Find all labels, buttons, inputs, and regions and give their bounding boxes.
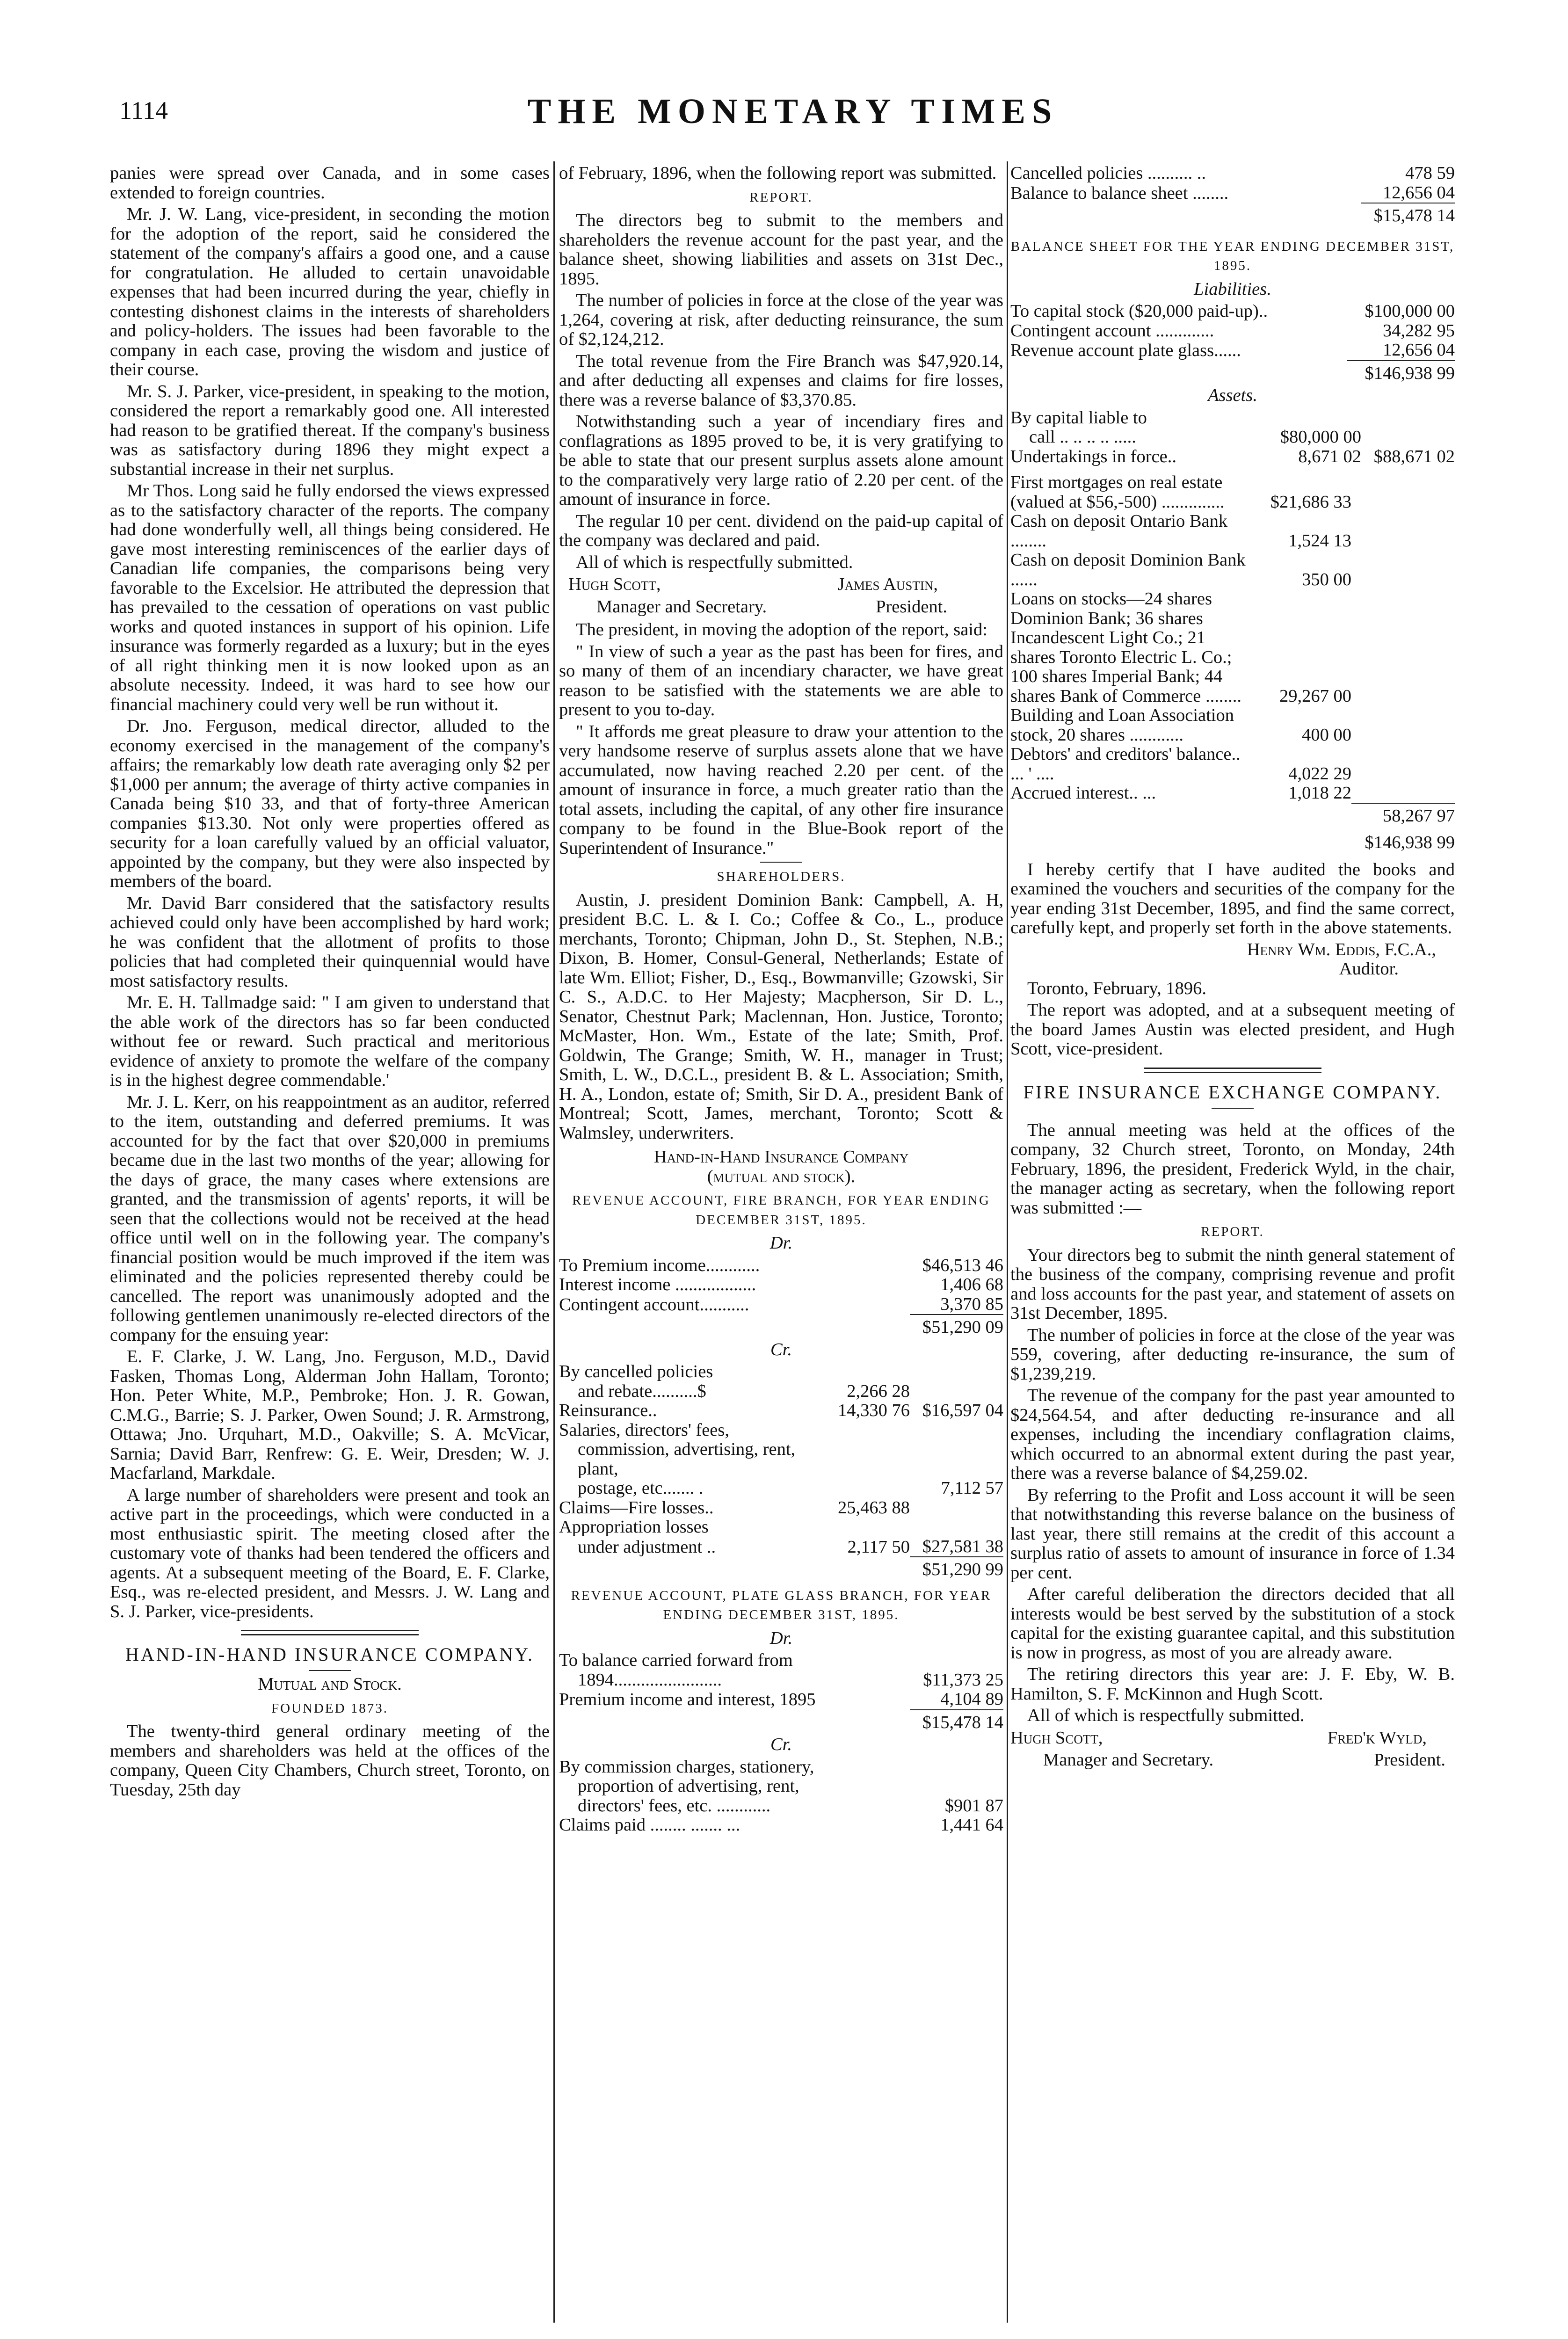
credit-label: Cr. xyxy=(770,1339,792,1359)
liabilities-table xyxy=(1010,302,1455,383)
paragraph: By referring to the Profit and Loss account it will be seen that notwithstanding this reverse balance on the business of last year, there still remains at the credit of this account a surplus ratio of assets to amount of insurance in force of 1.34 per cent. xyxy=(1010,1485,1455,1583)
ledger-label: Accrued interest.. ... xyxy=(1010,783,1156,803)
company-subheading: (mutual and stock). xyxy=(707,1166,856,1186)
paragraph: " It affords me great pleasure to draw your attention to the very handsome reserve of surplus assets alone that we have accumulated, now having reached 2.20 per cent. of the amount of insurance in force, a much greater ratio than the total assets, including the capital, of any other fire insurance company to be found in the Blue-Book report of the Superintendent of Insurance." xyxy=(559,721,1003,858)
ledger-label: Cash on deposit Dominion Bank ...... xyxy=(1010,550,1246,589)
ledger-amount: 3,370 85 xyxy=(940,1294,1003,1314)
short-rule xyxy=(309,1670,351,1671)
journal-title: THE MONETARY TIMES xyxy=(527,92,1059,131)
ledger-amount: 4,022 29 xyxy=(1288,763,1352,784)
ledger-subtotal: 7,112 57 xyxy=(941,1478,1003,1498)
page-header xyxy=(119,91,1466,143)
ledger-label: Balance to balance sheet ........ xyxy=(1010,183,1229,203)
ledger-row xyxy=(1010,302,1455,321)
ledger-total: 58,267 97 xyxy=(1351,803,1455,826)
paragraph: The president, in moving the adoption of the report, said: xyxy=(576,620,987,639)
ledger-label: call .. .. .. .. ..... xyxy=(1029,427,1136,447)
ledger-label: Cash on deposit Ontario Bank ........ xyxy=(1010,511,1228,551)
ledger-amount: $11,373 25 xyxy=(923,1670,1003,1690)
plate-debit-table xyxy=(559,1651,1003,1732)
ledger-amount xyxy=(821,1440,910,1479)
ledger-label: First mortgages on real estate (valued at $56,-500) .............. xyxy=(1010,472,1225,512)
ledger-label: To balance carried forward from xyxy=(559,1650,793,1670)
balance-sheet-heading: BALANCE SHEET FOR THE YEAR ENDING DECEMBER 31ST, 1895. xyxy=(1010,239,1455,273)
ledger-subtotal xyxy=(1361,408,1455,428)
ledger-row xyxy=(559,1671,1003,1690)
plate-credit-continued-table xyxy=(1010,164,1455,226)
ledger-label: directors' fees, etc. ............ xyxy=(578,1795,771,1816)
ledger-label: Salaries, directors' fees, xyxy=(559,1420,729,1440)
ledger-total-row xyxy=(559,1315,1003,1337)
ledger-label: Claims—Fire losses.. xyxy=(559,1497,714,1518)
ledger-row xyxy=(559,1479,1003,1498)
paragraph: The retiring directors this year are: J. F. Eby, W. B. Hamilton, S. F. McKinnon and Hugh Scott. xyxy=(1010,1664,1455,1704)
ledger-total-row xyxy=(1010,361,1455,384)
ledger-subtotal xyxy=(910,1421,1003,1440)
ledger-row xyxy=(559,1362,1003,1382)
ledger-row xyxy=(1010,183,1455,203)
ledger-total: $27,581 38 xyxy=(922,1536,1003,1556)
ledger-total-row xyxy=(1010,203,1455,226)
column-3 xyxy=(1010,164,1455,2325)
ledger-label: Undertakings in force.. xyxy=(1010,446,1176,466)
ledger-amount xyxy=(910,1777,1003,1796)
short-rule xyxy=(760,862,802,863)
ledger-row xyxy=(1010,164,1455,183)
credit-label: Cr. xyxy=(770,1735,792,1754)
ledger-label: Appropriation losses xyxy=(559,1517,709,1537)
fire-debit-table xyxy=(559,1256,1003,1337)
ledger-grand-total: $146,938 99 xyxy=(1365,833,1455,852)
paragraph: Notwithstanding such a year of incendiary fires and conflagrations as 1895 proved to be, it is very gratifying to be able to state that our present surplus assets alone amount to the comparatively very large ratio of 2.20 per cent. of the amount of insurance in force. xyxy=(559,412,1003,509)
auditor-certificate: I hereby certify that I have audited the books and examined the vouchers and securities of the company for the year ending 31st December, 1895, and find the same correct, carefully kept, and properly set forth in the above statements. xyxy=(1010,859,1455,937)
ledger-row xyxy=(1010,512,1455,551)
column-divider xyxy=(553,161,555,2323)
ledger-label: Reinsurance.. xyxy=(559,1401,657,1420)
ledger-amount xyxy=(821,1518,910,1537)
ledger-total-row xyxy=(1010,826,1455,853)
ledger-row xyxy=(1010,589,1455,706)
assets-heading: Assets. xyxy=(1208,385,1257,405)
ledger-label: By capital liable to xyxy=(1010,407,1147,428)
ledger-row xyxy=(1010,321,1455,341)
column-2 xyxy=(559,164,1003,2325)
ledger-row xyxy=(559,1382,1003,1402)
ledger-row xyxy=(559,1651,1003,1671)
ledger-label: 1894........................ xyxy=(578,1670,722,1690)
subheading: Mutual and Stock. xyxy=(258,1674,402,1694)
ledger-amount: 34,282 95 xyxy=(1383,320,1455,341)
paragraph: of February, 1896, when the following report was submitted. xyxy=(559,164,997,183)
ledger-amount xyxy=(910,1651,1003,1671)
paragraph: The report was adopted, and at a subsequent meeting of the board James Austin was elected president, and Hugh Scott, vice-president. xyxy=(1010,1000,1455,1059)
ledger-total: $16,597 04 xyxy=(922,1401,1003,1420)
paragraph: A large number of shareholders were present and took an active part in the proceedings, which were conducted in a most enthusiastic spirit. The meeting closed after the customary vote of thanks had been tendered the officers and agents. At a subsequent meeting of the Board, E. F. Clarke, Esq., was re-elected president, and Messrs. J. W. Lang and S. J. Parker, vice-presidents. xyxy=(110,1485,550,1621)
ledger-subtotal xyxy=(910,1518,1003,1537)
ledger-row xyxy=(559,1421,1003,1440)
ledger-subtotal xyxy=(1361,428,1455,447)
ledger-amount xyxy=(821,1421,910,1440)
ledger-amount: 400 00 xyxy=(1302,725,1352,745)
ledger-amount: 12,656 04 xyxy=(1383,340,1455,360)
signature-names xyxy=(1010,1729,1455,1748)
paragraph: The number of policies in force at the close of the year was 559, covering, after deducting re-insurance, the sum of $1,239,219. xyxy=(1010,1325,1455,1384)
ledger-subtotal xyxy=(910,1440,1003,1479)
ledger-amount xyxy=(821,1362,910,1382)
ledger-label: To capital stock ($20,000 paid-up).. xyxy=(1010,301,1268,321)
ledger-amount xyxy=(821,1479,910,1498)
ledger-total: $15,478 14 xyxy=(1361,203,1455,226)
paragraph: After careful deliberation the directors decided that all interests would be best served by the substitution of a stock capital for the existing guarantee capital, and this substitution is now in progress, as most of you are already aware. xyxy=(1010,1584,1455,1663)
ledger-amount: 1,524 13 xyxy=(1288,530,1352,551)
report-heading: REPORT. xyxy=(749,189,813,205)
paragraph: panies were spread over Canada, and in some cases extended to foreign countries. xyxy=(110,164,550,203)
ledger-amount: 14,330 76 xyxy=(838,1401,910,1420)
page-number: 1114 xyxy=(119,96,168,124)
ledger-label: Loans on stocks—24 shares Dominion Bank; 36 shares Incandescent Light Co.; 21 shares Toronto Electric L. Co.; 100 shares Imperial Bank; 44 shares Bank of Commerce ........ xyxy=(1010,589,1241,706)
paragraph: The total revenue from the Fire Branch was $47,920.14, and after deducting all expenses and claims for fire losses, there was a reverse balance of $3,370.85. xyxy=(559,351,1003,410)
ledger-row xyxy=(1010,408,1455,428)
signature-right-name: James Austin, xyxy=(837,574,938,594)
debit-label: Dr. xyxy=(769,1628,793,1648)
ledger-amount: 350 00 xyxy=(1302,569,1352,589)
ledger-amount: $21,686 33 xyxy=(1270,492,1352,512)
ledger-amount xyxy=(910,1758,1003,1777)
ledger-row xyxy=(559,1777,1003,1796)
column-divider xyxy=(1007,161,1008,2323)
ledger-total-row xyxy=(559,1557,1003,1580)
ledger-label: Revenue account plate glass...... xyxy=(1010,341,1241,360)
ledger-label: postage, etc....... . xyxy=(578,1478,704,1498)
auditor-date: Toronto, February, 1896. xyxy=(1027,978,1206,998)
signature-titles xyxy=(1010,1751,1455,1770)
ledger-row xyxy=(1010,473,1455,512)
paragraph: Mr. E. H. Tallmadge said: " I am given to understand that the able work of the directors has so far been conducted without fee or reward. Such practical and meritorious evidence of anxiety to promote the welfare of the company is in the highest degree commendable.' xyxy=(110,993,550,1090)
ledger-amount: 2,266 28 xyxy=(847,1381,910,1401)
ledger-subtotal xyxy=(910,1498,1003,1518)
ledger-amount: 1,406 68 xyxy=(940,1275,1003,1294)
paragraph: The number of policies in force at the close of the year was 1,264, covering at risk, after deducting reinsurance, the sum of $2,124,212. xyxy=(559,291,1003,349)
signature-titles xyxy=(559,597,1003,617)
ledger-label: To Premium income............ xyxy=(559,1255,760,1275)
assets-table-a xyxy=(1010,408,1455,467)
signature-left-name: Hugh Scott, xyxy=(1010,1728,1103,1748)
ledger-grand-total: $51,290 99 xyxy=(910,1557,1003,1580)
ledger-amount: $46,513 46 xyxy=(922,1255,1003,1275)
section-heading: HAND-IN-HAND INSURANCE COMPANY. xyxy=(125,1644,535,1665)
paragraph: All of which is respectfully submitted. xyxy=(1027,1706,1305,1725)
paragraph: Mr. David Barr considered that the satisfactory results achieved could only have been accomplished by hard work; he was confident that the allotment of profits to those policies that had completed their quinquennial would have most satisfactory results. xyxy=(110,893,550,991)
paragraph: Mr. J. L. Kerr, on his reappointment as an auditor, referred to the item, outstanding and deferred premiums. It was accounted for by the fact that over $20,000 in premiums became due in the last two months of the year; allowing for the days of grace, the many cases where extensions are granted, and the transmission of agents' reports, it will be seen that the collections would not be received at the head office until well on in the following year. The company's financial position would be much improved if the item was eliminated and the policies represented thereby could be cancelled. The report was unanimously adopted and the following gentlemen unanimously re-elected directors of the company for the ensuing year: xyxy=(110,1092,550,1345)
signature-right-title: President. xyxy=(876,596,947,617)
ledger-amount: 1,441 64 xyxy=(940,1815,1003,1835)
ledger-row xyxy=(559,1537,1003,1557)
paragraph: " In view of such a year as the past has been for fires, and so many of them of an incendiary character, we have great reason to be satisfied with the statements we are able to present to you to-day. xyxy=(559,641,1003,719)
ledger-row xyxy=(559,1518,1003,1537)
ledger-row xyxy=(1010,341,1455,361)
ledger-row xyxy=(559,1295,1003,1315)
auditor-name: Henry Wm. Eddis, F.C.A., xyxy=(1247,939,1436,959)
ledger-label: under adjustment .. xyxy=(578,1537,716,1557)
fire-branch-heading: REVENUE ACCOUNT, FIRE BRANCH, FOR YEAR ENDING DECEMBER 31ST, 1895. xyxy=(572,1193,990,1228)
ledger-amount: 478 59 xyxy=(1405,164,1455,183)
ledger-amount: 25,463 88 xyxy=(838,1497,910,1518)
plate-glass-heading: REVENUE ACCOUNT, PLATE GLASS BRANCH, FOR YEAR ENDING DECEMBER 31ST, 1895. xyxy=(571,1588,992,1622)
paragraph: Your directors beg to submit the ninth general statement of the business of the company, comprising revenue and profit and loss accounts for the past year, and statement of assets on 31st December, 1895. xyxy=(1010,1245,1455,1323)
ledger-label: Debtors' and creditors' balance.. ... ' .... xyxy=(1010,744,1241,784)
assets-table-b xyxy=(1010,473,1455,853)
signature-left-title: Manager and Secretary. xyxy=(1043,1750,1214,1770)
ledger-label: Contingent account........... xyxy=(559,1294,749,1315)
section-separator xyxy=(241,1630,419,1635)
ledger-row xyxy=(559,1816,1003,1835)
ledger-amount: 29,267 00 xyxy=(1279,686,1352,706)
ledger-amount: $100,000 00 xyxy=(1365,301,1455,321)
ledger-row xyxy=(559,1256,1003,1276)
ledger-total: $51,290 09 xyxy=(910,1315,1003,1337)
ledger-label: Interest income .................. xyxy=(559,1275,756,1294)
ledger-total: $88,671 02 xyxy=(1373,446,1455,466)
plate-credit-table xyxy=(559,1758,1003,1835)
ledger-total-row xyxy=(1010,803,1455,826)
ledger-label: Premium income and interest, 1895 xyxy=(559,1690,816,1709)
ledger-label: Cancelled policies .......... .. xyxy=(1010,164,1206,183)
ledger-row xyxy=(559,1275,1003,1295)
section-heading: FIRE INSURANCE EXCHANGE COMPANY. xyxy=(1023,1081,1442,1103)
ledger-label: and rebate..........$ xyxy=(578,1381,706,1401)
report-heading: REPORT. xyxy=(1201,1224,1264,1239)
founded-note: FOUNDED 1873. xyxy=(271,1700,389,1716)
signature-names xyxy=(559,575,1003,595)
ledger-row xyxy=(559,1758,1003,1777)
ledger-row xyxy=(1010,447,1455,467)
ledger-row xyxy=(1010,428,1455,447)
ledger-total-row xyxy=(559,1710,1003,1733)
section-separator xyxy=(1144,1068,1321,1073)
ledger-label: By cancelled policies xyxy=(559,1362,713,1381)
signature-right-title: President. xyxy=(1374,1750,1445,1770)
paragraph: The annual meeting was held at the offices of the company, 32 Church street, Toronto, on Monday, 24th February, 1896, the president, Frederick Wyld, in the chair, the manager acting as secretary, when the following report was submitted :— xyxy=(1010,1120,1455,1218)
paragraph: Mr Thos. Long said he fully endorsed the views expressed as to the satisfactory character of the reports. The company had done wonderfully well, all things being considered. He gave most interesting reminiscences of the earlier days of Canadian life companies, the comparisons being very favorable to the Excelsior. He attributed the depression that has prevailed to the cessation of operations on vast public works and quoted instances in support of his opinion. Life insurance was formerly regarded as a luxury; but in the eyes of all right thinking men it is now looked upon as an absolute necessity. Indeed, it was hard to see how our financial machinery could very well be run without it. xyxy=(110,481,550,714)
shareholders-list: Austin, J. president Dominion Bank: Campbell, A. H, president B.C. L. & I. Co.; Coffee & Co., L., produce merchants, Toronto; Chipman, John D., St. Stephen, N.B.; Dixon, B. Homer, Consul-General, Netherlands; Estate of late Wm. Elliot; Fisher, D., Esq., Bowmanville; Gzowski, Sir C. S., A.D.C. to Her Majesty; Macpherson, Sir D. L., Senator, Chestnut Park; Maclennan, Hon. Justice, Toronto; McMaster, Hon. Wm., Estate of the late; Smith, Prof. Goldwin, The Grange; Smith, W. H., manager in Trust; Smith, L. W., D.C.L., president B. & L. Association; Smith, H. A., London, estate of; Smith, Sir D. A., president Bank of Montreal; Scott, James, merchant, Toronto; Scott & Walmsley, underwriters. xyxy=(559,890,1003,1143)
company-heading: Hand-in-Hand Insurance Company xyxy=(653,1147,909,1167)
paragraph: Dr. Jno. Ferguson, medical director, alluded to the economy exercised in the management of the company's affairs; the remarkably low death rate averaging only $2 per $1,000 per annum; the average of thirty active companies in Canada being $10 33, and that of forty-three American companies $13.30. Not only were properties offered as security for a loan carefully valued by an official valuator, appointed by the company, but they were also inspected by members of the board. xyxy=(110,716,550,891)
ledger-row xyxy=(559,1498,1003,1518)
ledger-row xyxy=(559,1401,1003,1421)
ledger-amount: 1,018 22 xyxy=(1288,783,1352,803)
ledger-row xyxy=(1010,784,1455,803)
column-1 xyxy=(110,164,550,2325)
ledger-row xyxy=(1010,551,1455,589)
ledger-label: By commission charges, stationery, xyxy=(559,1757,814,1777)
ledger-total: $15,478 14 xyxy=(910,1710,1003,1733)
ledger-label: Building and Loan Association stock, 20 shares ............ xyxy=(1010,705,1234,745)
signature-left-name: Hugh Scott, xyxy=(568,574,661,594)
ledger-amount xyxy=(1272,408,1361,428)
fire-credit-table xyxy=(559,1362,1003,1580)
paragraph: Mr. J. W. Lang, vice-president, in seconding the motion for the adoption of the report, said he considered the statement of the company's affairs a good one, and a cause for congratulation. He alluded to certain unavoidable expenses that had been incurred during the year, chiefly in contesting dishonest claims in the interests of shareholders and policy-holders. The issues had been favorable to the company in each case, proving the wisdom and justice of their course. xyxy=(110,204,550,379)
signature-left-title: Manager and Secretary. xyxy=(596,596,767,617)
ledger-label: commission, advertising, rent, plant, xyxy=(578,1439,796,1479)
ledger-amount: $80,000 00 xyxy=(1280,427,1361,447)
signature-right-name: Fred'k Wyld, xyxy=(1327,1728,1427,1748)
ledger-row xyxy=(559,1796,1003,1816)
ledger-amount: 2,117 50 xyxy=(847,1537,910,1557)
ledger-label: Claims paid ........ ....... ... xyxy=(559,1815,740,1835)
ledger-label: Contingent account ............. xyxy=(1010,320,1214,341)
ledger-row xyxy=(1010,745,1455,784)
paragraph: The regular 10 per cent. dividend on the paid-up capital of the company was declared and paid. xyxy=(559,511,1003,550)
ledger-label: proportion of advertising, rent, xyxy=(578,1776,799,1796)
paragraph: The directors beg to submit to the members and shareholders the revenue account for the past year, and the balance sheet, showing liabilities and assets on 31st Dec., 1895. xyxy=(559,211,1003,289)
ledger-amount: $901 87 xyxy=(944,1795,1003,1816)
ledger-row xyxy=(559,1690,1003,1710)
ledger-amount: 8,671 02 xyxy=(1298,446,1361,466)
paragraph: All of which is respectfully submitted. xyxy=(576,552,853,572)
ledger-row xyxy=(1010,706,1455,745)
shareholders-heading: SHAREHOLDERS. xyxy=(717,869,846,884)
liabilities-heading: Liabilities. xyxy=(1194,279,1271,299)
ledger-amount: 4,104 89 xyxy=(940,1689,1003,1709)
paragraph: E. F. Clarke, J. W. Lang, Jno. Ferguson, M.D., David Fasken, Thomas Long, Alderman John Hallam, Toronto; Hon. Peter White, M.P., Pembroke; Hon. J. R. Gowan, C.M.G., Barrie; S. J. Parker, Owen Sound; J. R. Armstrong, Ottawa; Jno. Urquhart, M.D., Oakville; S. A. McVicar, Sarnia; David Barr, Renfrew: G. E. Weir, Dresden; W. J. Macfarland, Markdale. xyxy=(110,1347,550,1483)
ledger-row xyxy=(559,1440,1003,1479)
ledger-total: $146,938 99 xyxy=(1347,361,1455,384)
paragraph: Mr. S. J. Parker, vice-president, in speaking to the motion, considered the report a remarkably good one. All interested had reason to be gratified thereat. If the company's business was as satisfactory during 1896 they might expect a substantial increase in their net surplus. xyxy=(110,381,550,479)
ledger-amount: 12,656 04 xyxy=(1383,182,1455,203)
paragraph: The twenty-third general ordinary meeting of the members and shareholders was held at the offices of the company, Queen City Chambers, Church street, Toronto, on Tuesday, 25th day xyxy=(110,1722,550,1800)
paragraph: The revenue of the company for the past year amounted to $24,564.54, and after deducting re-insurance and all expenses, including the incendiary conflagration claims, which occurred to an abnormal extent during the past year, there was a reverse balance of $4,259.02. xyxy=(1010,1386,1455,1483)
debit-label: Dr. xyxy=(769,1233,793,1253)
short-rule xyxy=(1212,1108,1254,1109)
auditor-title: Auditor. xyxy=(1339,959,1399,979)
